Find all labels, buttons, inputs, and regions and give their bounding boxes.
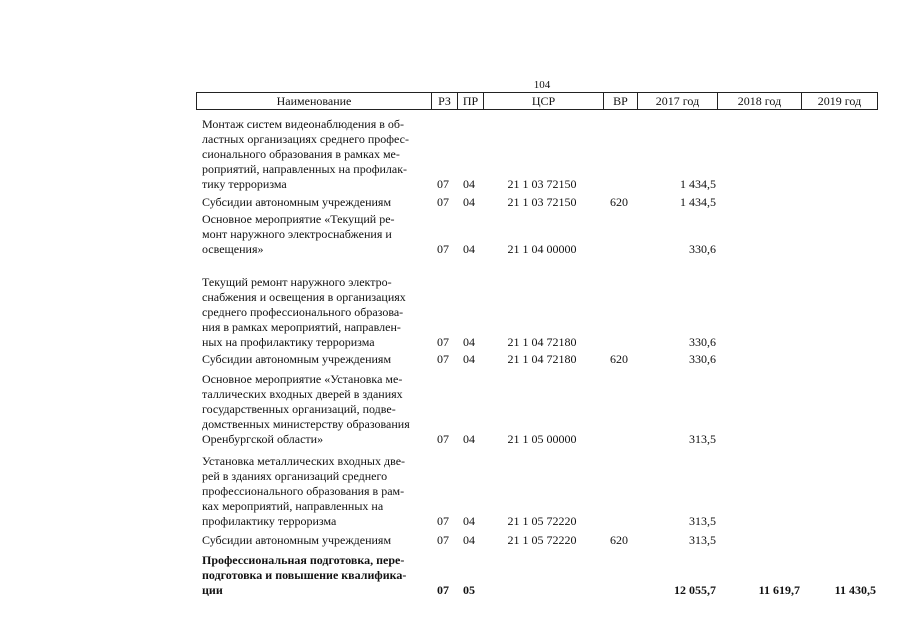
name-line: Субсидии автономным учреждениям (202, 533, 392, 547)
cell-pr: 04 (463, 195, 475, 209)
cell-csr: 21 1 05 00000 (507, 432, 577, 446)
cell-pr: 05 (463, 583, 475, 597)
table-row (196, 213, 878, 257)
cell-2017: 313,5 (689, 432, 716, 446)
cell-2017: 330,6 (689, 242, 716, 256)
cell-rz: 07 (437, 352, 449, 366)
cell-csr: 21 1 04 72180 (507, 335, 577, 349)
name-line: Оренбургской области» (202, 432, 324, 446)
name-line: снабжения и освещения в организациях (202, 290, 406, 304)
cell-rz: 07 (437, 533, 449, 547)
table-row (196, 194, 878, 210)
cell-name (196, 195, 430, 210)
cell-2018: 11 619,7 (758, 583, 800, 597)
cell-name (196, 352, 430, 367)
header-2019: 2019 год (801, 93, 877, 109)
cell-2017: 313,5 (689, 514, 716, 528)
table-body (196, 112, 878, 598)
header-pr: ПР (457, 93, 483, 109)
cell-csr: 21 1 03 72150 (507, 195, 577, 209)
cell-pr: 04 (463, 352, 475, 366)
cell-2017: 330,6 (689, 352, 716, 366)
table-row (196, 550, 878, 598)
name-line: Субсидии автономным учреждениям (202, 352, 392, 366)
header-2018: 2018 год (717, 93, 801, 109)
table-row (196, 449, 878, 529)
cell-csr: 21 1 05 72220 (507, 514, 577, 528)
name-line: тику терроризма (202, 177, 287, 191)
name-line: ках мероприятий, направленных на (202, 499, 384, 513)
cell-pr: 04 (463, 335, 475, 349)
name-line: таллических входных дверей в зданиях (202, 387, 403, 401)
cell-csr: 21 1 04 00000 (507, 242, 577, 256)
cell-2017: 12 055,7 (674, 583, 716, 597)
name-line: среднего профессионального образова- (202, 305, 404, 319)
name-line: Текущий ремонт наружного электро- (202, 275, 392, 289)
cell-csr: 21 1 03 72150 (507, 177, 577, 191)
name-line: домственных министерству образования (202, 417, 410, 431)
name-line: государственных организаций, подве- (202, 402, 396, 416)
cell-rz: 07 (437, 432, 449, 446)
cell-vr: 620 (610, 352, 628, 366)
name-line: Основное мероприятие «Установка ме- (202, 372, 403, 386)
cell-rz: 07 (437, 583, 449, 597)
cell-rz: 07 (437, 195, 449, 209)
cell-2017: 1 434,5 (680, 195, 716, 209)
cell-rz: 07 (437, 177, 449, 191)
cell-pr: 04 (463, 514, 475, 528)
cell-2019: 11 430,5 (834, 583, 876, 597)
name-line: Субсидии автономным учреждениям (202, 195, 392, 209)
cell-csr: 21 1 05 72220 (507, 533, 577, 547)
cell-pr: 04 (463, 242, 475, 256)
name-line: ции (202, 583, 223, 597)
name-line: Монтаж систем видеонаблюдения в об- (202, 117, 405, 131)
name-line: роприятий, направленных на профилак- (202, 162, 408, 176)
header-rz: РЗ (431, 93, 457, 109)
table-row (196, 112, 878, 192)
cell-2017: 330,6 (689, 335, 716, 349)
table-row (196, 257, 878, 350)
table-header (196, 92, 878, 110)
cell-name (196, 454, 430, 529)
cell-vr: 620 (610, 533, 628, 547)
name-line: подготовка и повышение квалифика- (202, 568, 407, 582)
header-csr: ЦСР (483, 93, 603, 109)
cell-rz: 07 (437, 242, 449, 256)
cell-name (196, 212, 430, 257)
table-row (196, 532, 878, 548)
cell-name (196, 117, 430, 192)
cell-name (196, 275, 430, 350)
name-line: Профессиональная подготовка, пере- (202, 553, 405, 567)
cell-name (196, 372, 430, 447)
page-number: 104 (533, 79, 551, 91)
cell-2017: 1 434,5 (680, 177, 716, 191)
name-line: профилактику терроризма (202, 514, 337, 528)
header-name: Наименование (276, 93, 352, 108)
name-line: Установка металлических входных две- (202, 454, 406, 468)
cell-csr: 21 1 04 72180 (507, 352, 577, 366)
name-line: ния в рамках мероприятий, направлен- (202, 320, 401, 334)
header-2017: 2017 год (637, 93, 717, 109)
name-line: рей в зданиях организаций среднего (202, 469, 388, 483)
name-line: ластных организациях среднего профес- (202, 132, 410, 146)
cell-name (196, 553, 430, 598)
header-vr: ВР (603, 93, 637, 109)
cell-pr: 04 (463, 533, 475, 547)
table-row (196, 351, 878, 367)
cell-name (196, 533, 430, 548)
name-line: ных на профилактику терроризма (202, 335, 375, 349)
cell-pr: 04 (463, 177, 475, 191)
name-line: Основное мероприятие «Текущий ре- (202, 212, 395, 226)
cell-pr: 04 (463, 432, 475, 446)
name-line: сионального образования в рамках ме- (202, 147, 400, 161)
name-line: профессионального образования в рам- (202, 484, 405, 498)
table-row (196, 367, 878, 447)
cell-2017: 313,5 (689, 533, 716, 547)
name-line: освещения» (202, 242, 264, 256)
cell-vr: 620 (610, 195, 628, 209)
name-line: монт наружного электроснабжения и (202, 227, 392, 241)
cell-rz: 07 (437, 514, 449, 528)
cell-rz: 07 (437, 335, 449, 349)
